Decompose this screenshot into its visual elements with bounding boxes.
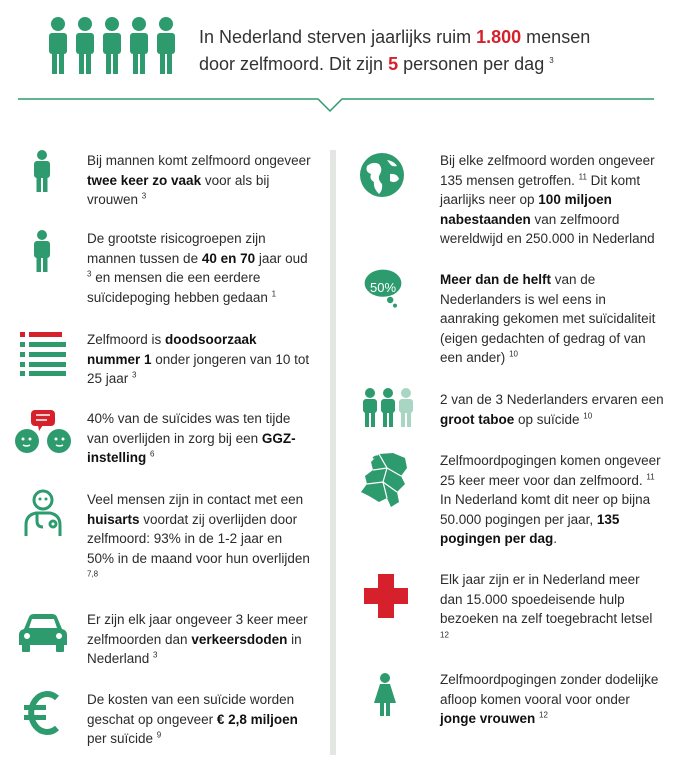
item-ref: 7,8 [87,569,99,579]
item-text: Bij elke zelfmoord worden ongeveer 135 mensen getroffen. [440,153,655,188]
right-item-1 [440,151,665,249]
item-text: . [553,531,558,547]
item-text: per suïcide [87,731,157,747]
man-icon [33,230,51,272]
item-text: 40% van de suïcides was ten tijde van overlijden in zorg bij een [87,411,291,446]
item-text: 2 van de 3 Nederlanders ervaren een [440,392,664,407]
item-bold: 135 pogingen per dag [440,511,620,547]
people-group-icon [46,16,182,76]
item-ref: 10 [583,411,593,421]
item-ref: 3 [87,269,92,279]
three-people-icon [362,388,416,428]
left-item-5 [87,490,312,588]
item-text: Zelfmoordpogingen zonder dodelijke afloop komen vooral voor onder [440,672,659,707]
item-ref: 10 [509,349,518,359]
left-item-7 [87,690,312,749]
item-text: Dit komt jaarlijks neer op [440,172,641,208]
item-ref: 3 [132,370,137,380]
right-item-4 [440,451,665,549]
item-text: De kosten van een suïcide worden geschat op ongeveer [87,692,295,727]
header-number-2: 5 [388,54,399,74]
item-text: op suïcide [514,411,584,427]
header-text-1: In Nederland sterven jaarlijks ruim [199,27,477,47]
header-number-1: 1.800 [476,27,522,47]
list-icon [20,332,66,376]
left-item-6 [87,610,312,669]
left-item-4 [87,409,312,468]
item-ref: 1 [271,289,277,299]
column-divider [330,150,336,755]
doctor-icon [24,489,62,537]
item-text: van de Nederlanders is wel eens in aanraking gekomen met suïcidaliteit (eigen gedachten of gedrag of van een ander) [440,272,656,366]
item-text: en mensen die een eerdere suïcidepoging hebben gedaan [87,270,272,305]
item-text: Elk jaar zijn er in Nederland meer dan 15.000 spoedeisende hulp bezoeken na zelf toegebracht letsel [440,572,653,627]
right-item-6 [440,670,665,729]
item-bold: huisarts [87,511,140,527]
netherlands-map-icon [359,452,411,508]
item-bold: € 2,8 miljoen [216,711,298,727]
header-text-2: mensen door zelfmoord. Dit zijn [199,27,591,74]
item-text: van zelfmoord wereldwijd en 250.000 in Nederland [440,211,655,247]
item-ref: 6 [150,449,155,459]
item-text: voordat zij overlijden door zelfmoord: 93% in de 1-2 jaar en 50% in de maand voor hun overlijden [87,511,310,566]
item-bold: doodsoorzaak nummer 1 [87,332,257,367]
man-icon [33,150,51,192]
item-bold: 40 en 70 [201,250,256,266]
item-text: voor als bij vrouwen [87,172,270,208]
item-ref: 3 [153,650,158,660]
item-text: In Nederland komt dit neer op bijna 50.000 pogingen per jaar, [440,492,651,527]
item-bold: jonge vrouwen [440,711,536,727]
left-item-2 [87,229,312,307]
section-divider [18,90,654,120]
item-ref: 3 [141,191,147,201]
header-statement [199,24,629,78]
woman-icon [374,673,396,717]
item-text: Veel mensen zijn in contact met een [87,492,304,507]
left-item-3 [87,330,312,389]
left-item-1 [87,151,312,210]
right-item-3 [440,390,665,429]
item-ref: 11 [578,172,587,182]
item-ref: 11 [646,472,655,482]
item-text: jaar oud [255,250,308,266]
item-text: Bij mannen komt zelfmoord ongeveer [87,153,311,168]
item-bold: Meer dan de helft [440,272,552,287]
header-ref: 3 [549,56,554,65]
item-bold: groot taboe [440,411,515,427]
header-text-3: personen per dag [398,54,550,74]
item-text: Zelfmoord is [87,332,166,347]
item-text: Er zijn elk jaar ongeveer 3 keer meer zelfmoorden dan [87,612,308,647]
item-ref: 12 [539,710,548,720]
percentage-badge: 50% [369,280,397,295]
item-bold: twee keer zo vaak [87,172,202,188]
red-cross-icon [364,574,408,618]
right-item-5 [440,570,665,648]
item-ref: 9 [156,730,162,740]
item-text: Zelfmoordpogingen komen ongeveer 25 keer meer voor dan zelfmoord. [440,453,661,488]
right-item-2 [440,270,665,368]
item-text: in Nederland [87,631,302,667]
item-ref: 12 [440,630,449,640]
euro-icon [24,690,60,736]
item-bold: verkeersdoden [191,631,288,647]
item-bold: GGZ-instelling [87,430,296,466]
globe-icon [359,152,405,198]
conversation-icon [14,410,72,456]
item-text: onder jongeren van 10 tot 25 jaar [87,351,310,387]
item-text: De grootste risicogroepen zijn mannen tussen de [87,231,266,266]
item-bold: 100 miljoen nabestaanden [440,192,612,227]
car-icon [18,613,68,653]
